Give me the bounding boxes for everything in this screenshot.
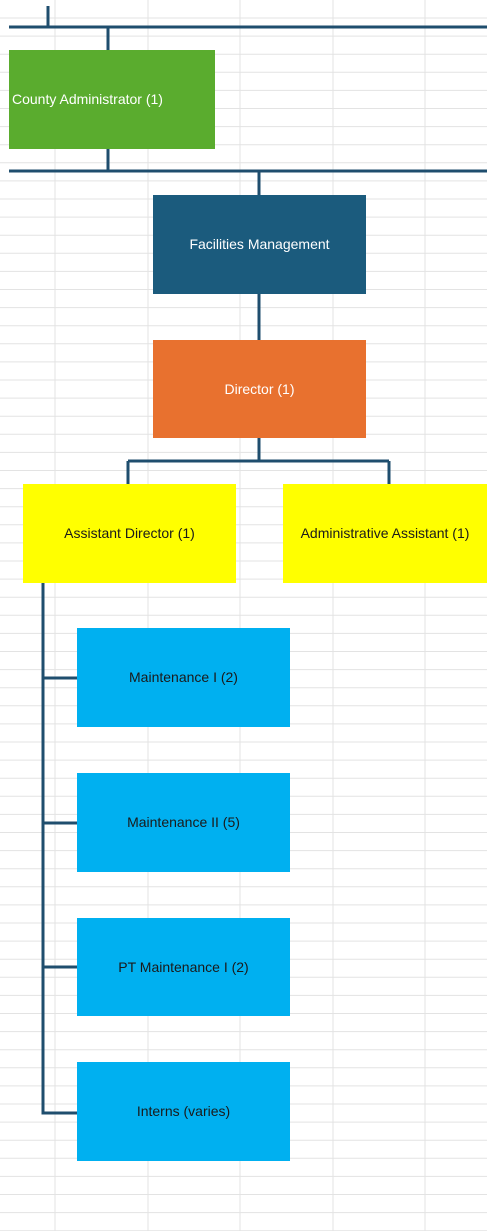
node-facilities-management[interactable]: [153, 195, 366, 294]
node-label: Administrative Assistant (1): [300, 525, 470, 541]
node-director[interactable]: [153, 340, 366, 438]
node-label: PT Maintenance I (2): [118, 958, 249, 975]
node-label: Director (1): [224, 380, 295, 397]
node-county-administrator[interactable]: [9, 50, 215, 149]
connector-asst-spine: [43, 583, 77, 1113]
node-maintenance-2[interactable]: [77, 773, 290, 872]
node-label: Maintenance II (5): [127, 814, 240, 830]
node-label: Assistant Director (1): [64, 525, 195, 541]
node-interns[interactable]: [77, 1062, 290, 1161]
node-label: Maintenance I (2): [129, 669, 238, 685]
node-assistant-director[interactable]: [23, 484, 236, 583]
node-maintenance-1[interactable]: [77, 628, 290, 727]
node-administrative-assistant[interactable]: [283, 484, 487, 583]
node-label: County Administrator (1): [12, 91, 163, 107]
node-label: Facilities Management: [189, 236, 330, 252]
node-pt-maintenance-1[interactable]: [77, 918, 290, 1016]
node-label: Interns (varies): [136, 1103, 231, 1119]
